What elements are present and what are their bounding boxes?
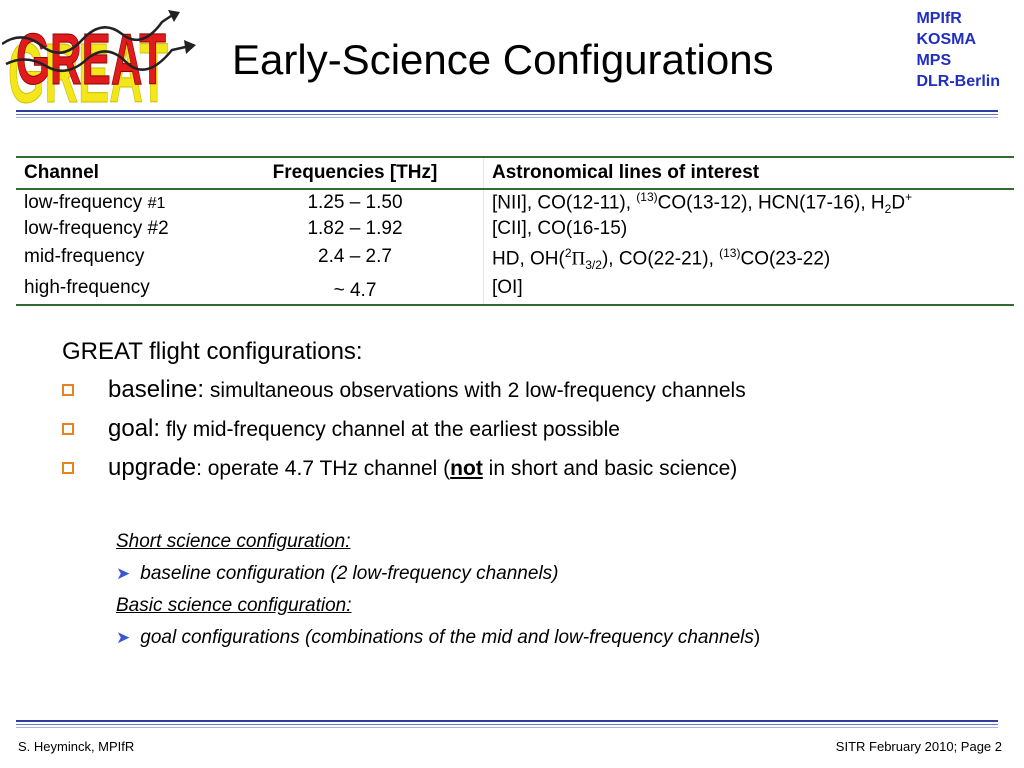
frequency-cell: ~ 4.7	[333, 280, 377, 302]
frequency-cell: 1.25 – 1.50	[307, 192, 403, 214]
square-bullet-icon	[62, 423, 74, 435]
lines-cell: [CII], CO(16-15)	[484, 216, 1015, 242]
square-bullet-icon	[62, 462, 74, 474]
channel-cell: high-frequency	[24, 277, 150, 299]
footer-author: S. Heyminck, MPIfR	[18, 739, 135, 754]
channel-cell: low-frequency #1	[24, 192, 166, 214]
lines-cell: [OI]	[484, 272, 1015, 305]
short-science-item: ➤ baseline configuration (2 low-frequency channels)	[116, 563, 559, 584]
table-row	[16, 242, 1014, 272]
basic-science-item: ➤ goal configurations (combinations of the mid and low-frequency channels)	[116, 627, 761, 648]
logo-yellow-text: GREAT	[8, 26, 168, 110]
table-row	[16, 272, 1014, 305]
channel-cell: low-frequency #2	[24, 218, 169, 240]
org-name: DLR-Berlin	[916, 73, 1000, 90]
org-name: MPIfR	[916, 10, 962, 27]
header-channel: Channel	[24, 162, 99, 183]
arrow-bullet-icon: ➤	[116, 564, 131, 583]
intro-text: GREAT flight configurations:	[62, 338, 363, 365]
basic-science-heading: Basic science configuration:	[116, 595, 352, 616]
org-name: KOSMA	[916, 31, 976, 48]
org-name: MPS	[916, 52, 952, 69]
square-bullet-icon	[62, 384, 74, 396]
header-divider	[16, 110, 998, 120]
footer-page-info: SITR February 2010; Page 2	[835, 739, 1002, 754]
channel-cell: mid-frequency	[24, 246, 145, 268]
organization-list	[916, 8, 1000, 92]
table-row	[16, 189, 1014, 216]
lines-cell: [NII], CO(12-11), $^{(13)}$CO(13-12), HCN(17-16), $H_2D^+$	[484, 189, 1015, 216]
table-row	[16, 216, 1014, 242]
great-logo	[2, 0, 202, 110]
short-science-heading: Short science configuration:	[116, 531, 351, 552]
table-header-row	[16, 157, 1014, 189]
frequency-cell: 1.82 – 1.92	[307, 218, 403, 240]
header-frequencies: Frequencies [THz]	[272, 162, 438, 183]
lines-cell: HD, $OH(^2\Pi_{3/2})$, CO(22-21), $^{(13)}$CO(23-22)	[484, 242, 1015, 272]
header-lines: Astronomical lines of interest	[484, 157, 1015, 189]
logo-red-text: GREAT	[16, 20, 167, 100]
frequency-cell: 2.4 – 2.7	[318, 246, 392, 268]
footer-divider	[16, 720, 998, 730]
logo-arrow-head-2	[184, 40, 196, 54]
page-title: Early-Science Configurations	[232, 36, 774, 83]
arrow-bullet-icon: ➤	[116, 628, 131, 647]
configuration-table	[16, 156, 1014, 306]
